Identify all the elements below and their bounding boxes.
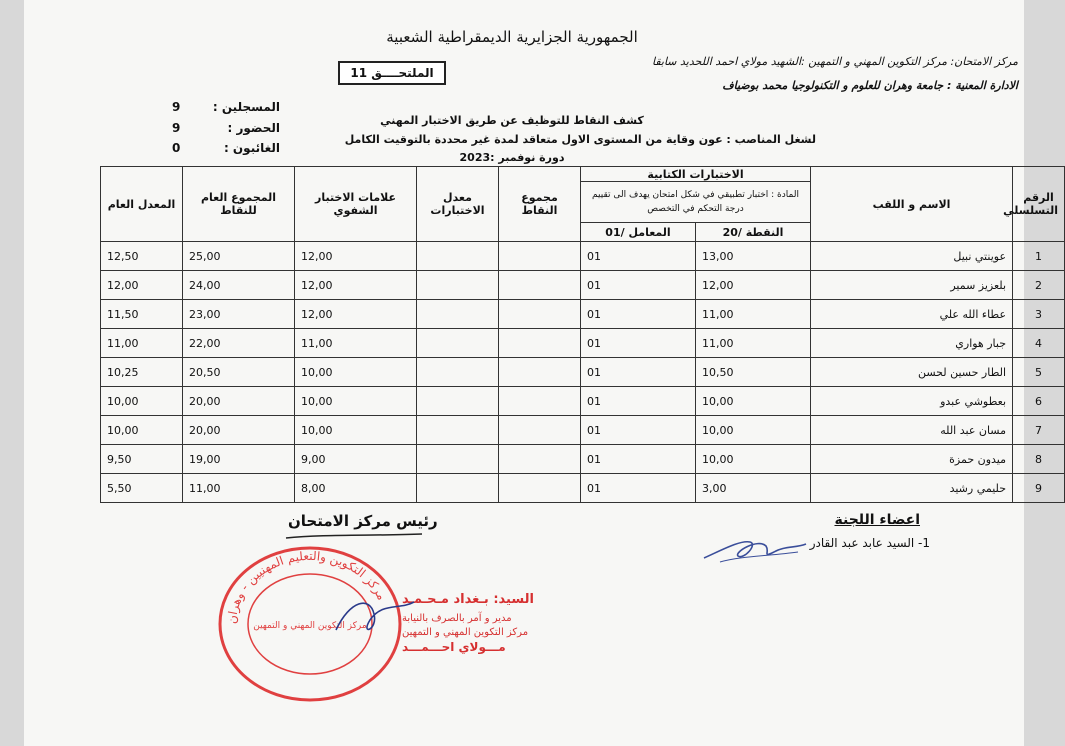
committee-signature xyxy=(700,526,810,570)
absent-value: 0 xyxy=(172,141,181,155)
grade-cell: 10,00 xyxy=(696,387,811,416)
table-row xyxy=(101,242,1065,271)
signatory-institution: مركز التكوين المهني و التمهين xyxy=(402,627,529,638)
points-sum-cell xyxy=(499,445,581,474)
header-subject: المادة : اختبار تطبيقي في شكل امتحان يهدف الى تقييم درجة التحكم في التخصص xyxy=(581,182,811,223)
oral-cell: 12,00 xyxy=(295,271,417,300)
signatory-center: مـــولاي احـــمـــد xyxy=(402,640,506,654)
serial-cell: 3 xyxy=(1013,300,1065,329)
general-average-cell: 11,50 xyxy=(101,300,183,329)
oral-cell: 8,00 xyxy=(295,474,417,503)
serial-cell: 5 xyxy=(1013,358,1065,387)
points-sum-cell xyxy=(499,358,581,387)
tests-average-cell xyxy=(417,387,499,416)
coefficient-cell: 01 xyxy=(581,474,696,503)
header-written-tests: الاختبارات الكتابية xyxy=(581,167,811,182)
general-average-cell: 12,50 xyxy=(101,242,183,271)
name-cell: عوينتي نبيل xyxy=(811,242,1013,271)
center-head-title: رئيس مركز الامتحان xyxy=(288,512,438,530)
center-head-underline xyxy=(284,530,424,544)
general-average-cell: 10,00 xyxy=(101,416,183,445)
tests-average-cell xyxy=(417,358,499,387)
coefficient-cell: 01 xyxy=(581,242,696,271)
coefficient-cell: 01 xyxy=(581,329,696,358)
table-row xyxy=(101,387,1065,416)
grades-table xyxy=(100,166,1065,503)
name-cell: ميدون حمزة xyxy=(811,445,1013,474)
name-cell: الطار حسين لحسن xyxy=(811,358,1013,387)
points-sum-cell xyxy=(499,300,581,329)
tests-average-cell xyxy=(417,271,499,300)
grade-cell: 12,00 xyxy=(696,271,811,300)
table-row xyxy=(101,416,1065,445)
session-title: دورة نوفمبر :2023 xyxy=(459,151,565,164)
name-cell: حليمي رشيد xyxy=(811,474,1013,503)
header-name: الاسم و اللقب xyxy=(811,167,1013,242)
republic-title: الجمهورية الجزايرية الديمقراطية الشعبية xyxy=(386,28,638,46)
administration-line: الادارة المعنية : جامعة وهران للعلوم و التكنولوجيا محمد بوضياف xyxy=(722,79,1018,92)
total-cell: 20,00 xyxy=(183,387,295,416)
table-row xyxy=(101,474,1065,503)
total-cell: 25,00 xyxy=(183,242,295,271)
points-sum-cell xyxy=(499,416,581,445)
table-row xyxy=(101,329,1065,358)
name-cell: مسان عبد الله xyxy=(811,416,1013,445)
header-coefficient: المعامل /01 xyxy=(581,223,696,242)
coefficient-cell: 01 xyxy=(581,271,696,300)
oral-cell: 10,00 xyxy=(295,358,417,387)
points-sum-cell xyxy=(499,474,581,503)
tests-average-cell xyxy=(417,300,499,329)
name-cell: بلعزيز سمير xyxy=(811,271,1013,300)
total-cell: 23,00 xyxy=(183,300,295,329)
general-average-cell: 10,00 xyxy=(101,387,183,416)
coefficient-cell: 01 xyxy=(581,387,696,416)
header-general-average: المعدل العام xyxy=(101,167,183,242)
stamp-ring-text: مركز التكوين والتعليم المهنيين - وهران xyxy=(224,548,389,625)
serial-cell: 6 xyxy=(1013,387,1065,416)
table-row xyxy=(101,358,1065,387)
points-sum-cell xyxy=(499,329,581,358)
table-row xyxy=(101,271,1065,300)
header-oral-marks: علامات الاختبار الشفوي xyxy=(295,167,417,242)
serial-cell: 9 xyxy=(1013,474,1065,503)
coefficient-cell: 01 xyxy=(581,445,696,474)
tests-average-cell xyxy=(417,474,499,503)
coefficient-cell: 01 xyxy=(581,416,696,445)
name-cell: بعطوشي عبدو xyxy=(811,387,1013,416)
head-signature xyxy=(330,590,420,650)
total-cell: 19,00 xyxy=(183,445,295,474)
present-value: 9 xyxy=(172,121,181,135)
header-grade: النقطة /20 xyxy=(696,223,811,242)
general-average-cell: 5,50 xyxy=(101,474,183,503)
tests-average-cell xyxy=(417,242,499,271)
grade-cell: 10,00 xyxy=(696,445,811,474)
signatory-name: السيد: بـغداد مـحـمـد xyxy=(402,592,534,607)
grade-cell: 10,00 xyxy=(696,416,811,445)
absent-label: الغائبون : xyxy=(223,141,280,155)
registered-label: المسجلين : xyxy=(212,100,280,114)
oral-cell: 12,00 xyxy=(295,300,417,329)
signatory-title: مدير و آمر بالصرف بالنيابة xyxy=(402,613,512,624)
name-cell: جبار هواري xyxy=(811,329,1013,358)
serial-cell: 8 xyxy=(1013,445,1065,474)
general-average-cell: 10,25 xyxy=(101,358,183,387)
coefficient-cell: 01 xyxy=(581,358,696,387)
coefficient-cell: 01 xyxy=(581,300,696,329)
total-cell: 20,50 xyxy=(183,358,295,387)
present-label: الحضور : xyxy=(227,121,280,135)
committee-member: 1- السيد عابد عبد القادر xyxy=(809,536,930,550)
points-sum-cell xyxy=(499,387,581,416)
table-row xyxy=(101,300,1065,329)
table-row xyxy=(101,445,1065,474)
grade-cell: 13,00 xyxy=(696,242,811,271)
general-average-cell: 9,50 xyxy=(101,445,183,474)
committee-title: اعضاء اللجنة xyxy=(834,512,920,528)
tests-average-cell xyxy=(417,329,499,358)
oral-cell: 10,00 xyxy=(295,387,417,416)
general-average-cell: 11,00 xyxy=(101,329,183,358)
general-average-cell: 12,00 xyxy=(101,271,183,300)
total-cell: 11,00 xyxy=(183,474,295,503)
oral-cell: 12,00 xyxy=(295,242,417,271)
oral-cell: 9,00 xyxy=(295,445,417,474)
points-sum-cell xyxy=(499,242,581,271)
total-cell: 20,00 xyxy=(183,416,295,445)
annex-box: الملتحــــق 11 xyxy=(338,61,446,85)
points-sum-cell xyxy=(499,271,581,300)
header-points-sum: مجموع النقاط xyxy=(499,167,581,242)
serial-cell: 2 xyxy=(1013,271,1065,300)
header-total-points: المجموع العام للنقاط xyxy=(183,167,295,242)
grade-cell: 11,00 xyxy=(696,300,811,329)
header-serial: الرقم التسلسلي xyxy=(1013,167,1065,242)
total-cell: 22,00 xyxy=(183,329,295,358)
tests-average-cell xyxy=(417,416,499,445)
position-title: لشغل المناصب : عون وقاية من المستوى الاول متعاقد لمدة غير محددة بالتوقيت الكامل xyxy=(344,133,816,146)
serial-cell: 4 xyxy=(1013,329,1065,358)
grade-cell: 10,50 xyxy=(696,358,811,387)
registered-value: 9 xyxy=(172,100,181,114)
oral-cell: 10,00 xyxy=(295,416,417,445)
tests-average-cell xyxy=(417,445,499,474)
grade-cell: 11,00 xyxy=(696,329,811,358)
total-cell: 24,00 xyxy=(183,271,295,300)
serial-cell: 1 xyxy=(1013,242,1065,271)
report-title: كشف النقاط للتوظيف عن طريق الاختبار المهني xyxy=(380,114,644,127)
header-tests-average: معدل الاختبارات xyxy=(417,167,499,242)
oral-cell: 11,00 xyxy=(295,329,417,358)
name-cell: عطاء الله علي xyxy=(811,300,1013,329)
serial-cell: 7 xyxy=(1013,416,1065,445)
exam-center-line: مركز الامتحان: مركز التكوين المهني و التمهين :الشهيد مولاي احمد اللحديد سابقا xyxy=(651,55,1018,68)
grade-cell: 3,00 xyxy=(696,474,811,503)
stamp-center-text: مركز التكوين المهني و التمهين xyxy=(253,621,367,631)
